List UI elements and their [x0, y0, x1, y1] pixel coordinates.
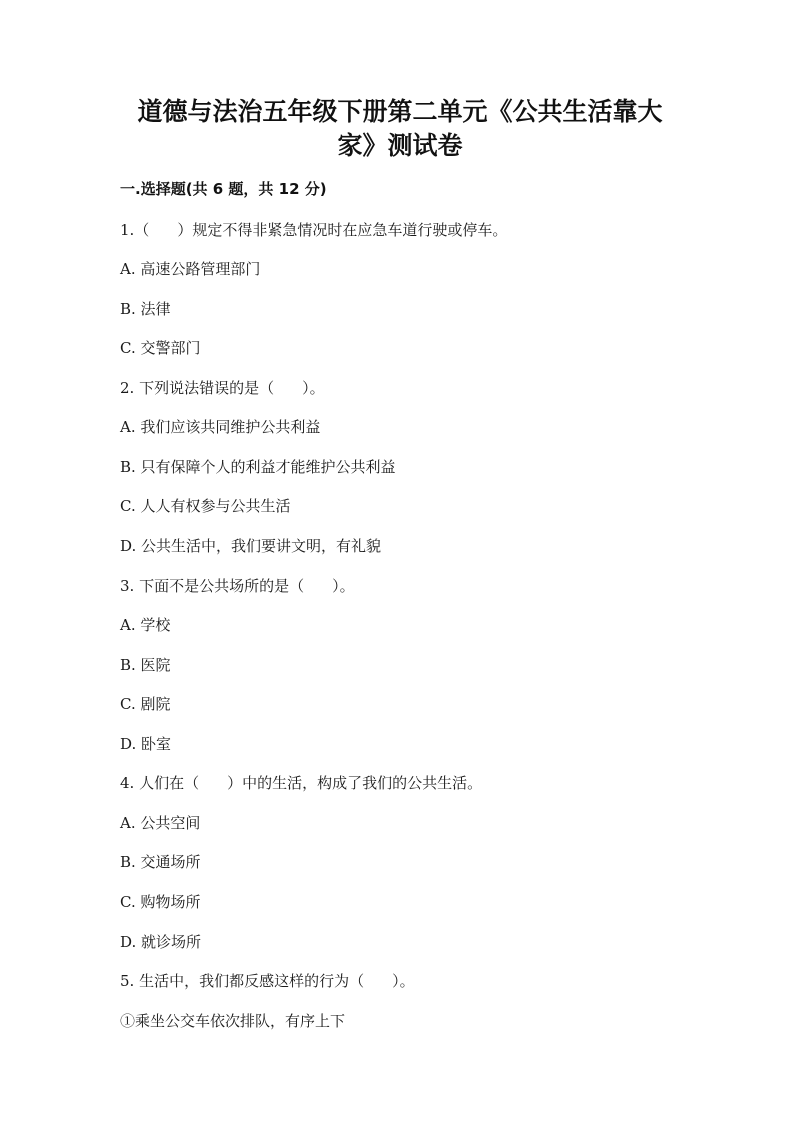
question-1-stem: [120, 219, 507, 241]
question-stem-text: ）。: [302, 379, 325, 397]
question-3-stem: [120, 575, 355, 597]
question-stem-text: ）中的生活，构成了我们的公共生活。: [227, 774, 483, 792]
question-2-stem: [120, 377, 325, 399]
question-4-option-d: D. 就诊场所: [120, 933, 202, 951]
question-2-option-c: C. 人人有权参与公共生活: [120, 497, 291, 515]
section-heading: 一.选择题(共 6 题，共 12 分): [120, 180, 327, 198]
question-5-statement-1: ①乘坐公交车依次排队，有序上下: [120, 1012, 346, 1030]
question-1-option-c: C. 交警部门: [120, 339, 201, 357]
question-2-option-a: A. 我们应该共同维护公共利益: [120, 418, 321, 436]
question-2-option-b: B. 只有保障个人的利益才能维护公共利益: [120, 458, 396, 476]
question-4-option-a: A. 公共空间: [120, 814, 201, 832]
question-stem-text: 2. 下列说法错误的是（: [120, 379, 275, 397]
question-stem-text: ）。: [332, 577, 355, 595]
question-5-stem: [120, 970, 415, 992]
question-3-option-d: D. 卧室: [120, 735, 172, 753]
question-1-option-b: B. 法律: [120, 300, 171, 318]
question-2-option-d: D. 公共生活中，我们要讲文明，有礼貌: [120, 537, 382, 555]
question-stem-text: 1.（: [120, 221, 150, 239]
question-stem-text: 4. 人们在（: [120, 774, 200, 792]
question-4-option-b: B. 交通场所: [120, 853, 201, 871]
question-stem-text: ）规定不得非紧急情况时在应急车道行驶或停车。: [177, 221, 508, 239]
question-4-option-c: C. 购物场所: [120, 893, 201, 911]
question-3-option-c: C. 剧院: [120, 695, 171, 713]
exam-title-line-2: 家》测试卷: [337, 131, 463, 160]
exam-title-line-1: 道德与法治五年级下册第二单元《公共生活靠大: [137, 97, 663, 126]
question-3-option-b: B. 医院: [120, 656, 171, 674]
question-4-stem: [120, 772, 482, 794]
question-3-option-a: A. 学校: [120, 616, 171, 634]
question-stem-text: 3. 下面不是公共场所的是（: [120, 577, 305, 595]
question-stem-text: ）。: [392, 972, 415, 990]
question-1-option-a: A. 高速公路管理部门: [120, 260, 261, 278]
question-stem-text: 5. 生活中，我们都反感这样的行为（: [120, 972, 365, 990]
